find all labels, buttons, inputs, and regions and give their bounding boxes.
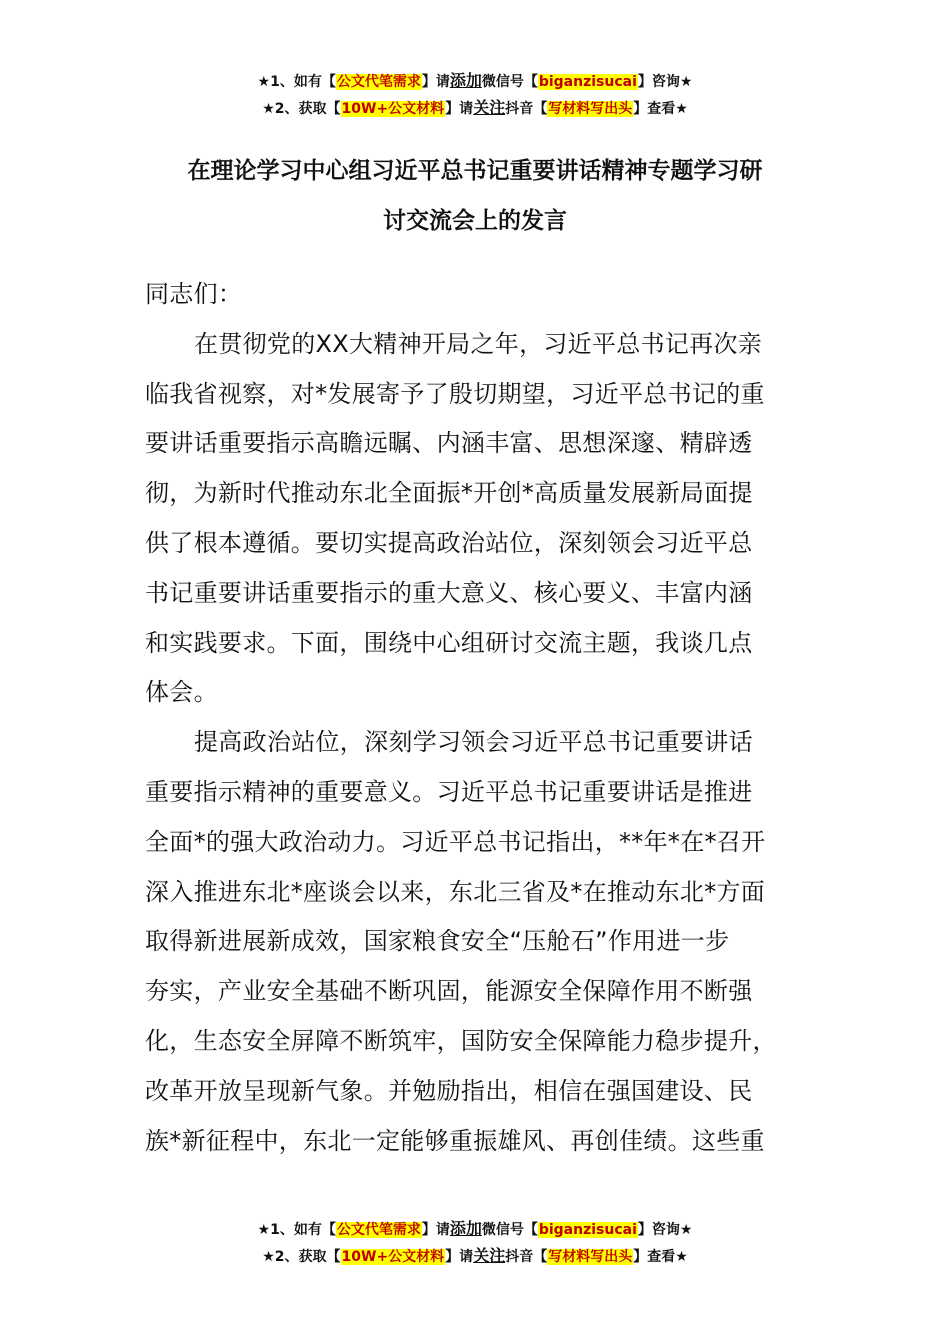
banner-emphasis: 关注 — [473, 1246, 506, 1265]
paragraph-line: 要讲话重要指示高瞻远瞩、内涵丰富、思想深邃、精辟透 — [145, 429, 753, 458]
banner-highlight: 10W+公文材料 — [341, 101, 445, 117]
document-title-line: 在理论学习中心组习近平总书记重要讲话精神专题学习研 — [187, 158, 763, 184]
banner-emphasis: 关注 — [473, 98, 506, 117]
paragraph-line: 全面*的强大政治动力。习近平总书记指出，**年*在*召开 — [145, 827, 766, 856]
banner-emphasis: 添加 — [449, 1219, 482, 1238]
banner-highlight: 公文代笔需求 — [336, 74, 421, 90]
salutation: 同志们： — [145, 280, 243, 308]
paragraph-line: 夯实，产业安全基础不断巩固，能源安全保障作用不断强 — [145, 977, 753, 1006]
paragraph-line: 重要指示精神的重要意义。习近平总书记重要讲话是推进 — [145, 777, 753, 806]
banner-line-2: ★2、获取【10W+公文材料】请关注抖音【写材料写出头】查看★ — [262, 1246, 688, 1265]
paragraph-line: 化，生态安全屏障不断筑牢，国防安全保障能力稳步提升， — [145, 1026, 777, 1055]
banner-line-1: ★1、如有【公文代笔需求】请添加微信号【biganzisucai】咨询★ — [257, 1219, 693, 1238]
paragraph-line: 体会。 — [145, 678, 218, 707]
paragraph-line: 临我省视察，对*发展寄予了殷切期望，习近平总书记的重 — [145, 379, 765, 408]
paragraph-line: 在贯彻党的XX大精神开局之年，习近平总书记再次亲 — [194, 329, 763, 358]
paragraph-line: 取得新进展新成效，国家粮食安全“压舱石”作用进一步 — [145, 927, 730, 956]
paragraph-line: 改革开放呈现新气象。并勉励指出，相信在强国建设、民 — [145, 1076, 753, 1105]
paragraph-line: 族*新征程中，东北一定能够重振雄风、再创佳绩。这些重 — [145, 1126, 765, 1155]
bottom-banner — [0, 1216, 950, 1270]
banner-highlight: biganzisucai — [538, 74, 637, 90]
banner-emphasis: 添加 — [449, 71, 482, 90]
banner-highlight: 10W+公文材料 — [341, 1249, 445, 1265]
paragraph-line: 深入推进东北*座谈会以来，东北三省及*在推动东北*方面 — [145, 877, 766, 906]
banner-line-1: ★1、如有【公文代笔需求】请添加微信号【biganzisucai】咨询★ — [257, 71, 693, 90]
banner-highlight: 写材料写出头 — [548, 101, 633, 117]
banner-line-2: ★2、获取【10W+公文材料】请关注抖音【写材料写出头】查看★ — [262, 98, 688, 117]
paragraph-line: 和实践要求。下面，围绕中心组研讨交流主题，我谈几点 — [145, 628, 753, 657]
paragraph-line: 供了根本遵循。要切实提高政治站位，深刻领会习近平总 — [145, 528, 753, 557]
document-title — [120, 146, 830, 246]
banner-highlight: 写材料写出头 — [548, 1249, 633, 1265]
top-banner — [0, 68, 950, 122]
paragraph-line: 提高政治站位，深刻学习领会习近平总书记重要讲话 — [194, 728, 753, 757]
paragraph-line: 彻，为新时代推动东北全面振*开创*高质量发展新局面提 — [145, 479, 753, 508]
paragraph-line: 书记重要讲话重要指示的重大意义、核心要义、丰富内涵 — [145, 578, 753, 607]
document-body — [145, 270, 810, 1166]
banner-highlight: biganzisucai — [538, 1222, 637, 1238]
banner-highlight: 公文代笔需求 — [336, 1222, 421, 1238]
document-title-line: 讨交流会上的发言 — [383, 208, 567, 234]
